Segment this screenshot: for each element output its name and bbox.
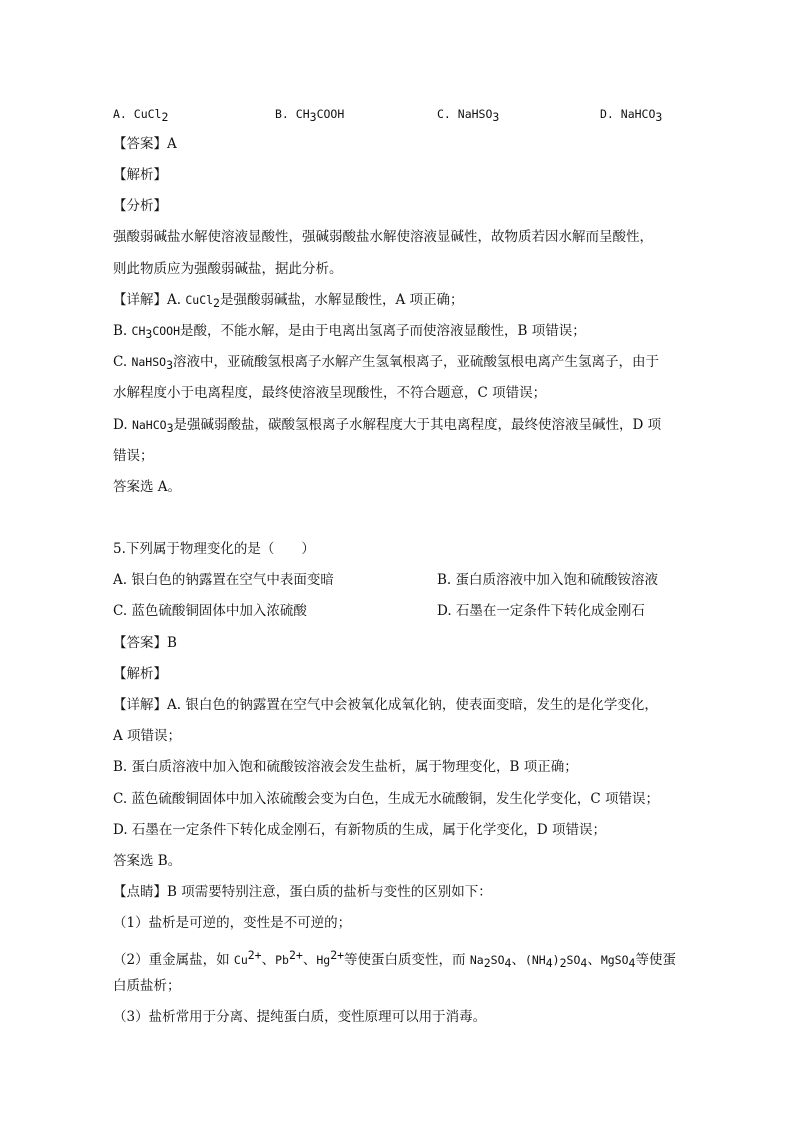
q5-detail-b: B. 蛋白质溶液中加入饱和硫酸铵溶液会发生盐析，属于物理变化，B 项正确； [113, 759, 578, 775]
q5-detail-c: C. 蓝色硫酸铜固体中加入浓硫酸会变为白色，生成无水硫酸铜，发生化学变化，C 项错误； [113, 791, 660, 807]
q5-detail-a-line2: A 项错误； [113, 728, 182, 744]
q5-conclusion: 答案选 B。 [113, 853, 182, 869]
q4-detail-c: C. NaHSO$_3$溶液中，亚硫酸氢根离子水解产生氢氧根离子，亚硫酸氢根电离产生氢离子，由于 [113, 354, 659, 372]
q4-detail-d-line2: 错误； [113, 448, 154, 464]
q5-option-a: A. 银白色的钠露置在空气中表面变暗 [113, 572, 334, 588]
q4-detail-a: 【详解】A. CuCl$_2$是强酸弱碱盐，水解显酸性，A 项正确； [113, 292, 464, 310]
q4-analysis-heading: 【解析】 [113, 167, 167, 183]
q5-analysis-heading: 【解析】 [113, 666, 167, 682]
q5-note-2-line2: 白质盐析； [113, 978, 181, 994]
q4-option-b: B. $CH_3COOH$ [275, 107, 345, 124]
q5-option-b: B. 蛋白质溶液中加入饱和硫酸铵溶液 [437, 572, 659, 588]
q4-detail-d: D. NaHCO$_3$是强碱弱酸盐，碳酸氢根离子水解程度大于其电离程度，最终使溶液呈碱性，D 项 [113, 417, 662, 435]
q5-option-c: C. 蓝色硫酸铜固体中加入浓硫酸 [113, 603, 307, 619]
q5-note-3: （3）盐析常用于分离、提纯蛋白质，变性原理可以用于消毒。 [113, 1009, 487, 1025]
q5-option-d: D. 石墨在一定条件下转化成金刚石 [437, 603, 645, 619]
q4-option-d: D. NaHCO$_3$ [600, 107, 663, 124]
q4-fenxi-line2: 则此物质应为强酸弱碱盐，据此分析。 [113, 261, 343, 277]
q4-fenxi-line1: 强酸弱碱盐水解使溶液显酸性，强碱弱酸盐水解使溶液显碱性，故物质若因水解而呈酸性， [113, 229, 653, 245]
q4-answer: 【答案】A [113, 136, 177, 152]
q4-detail-b: B. $CH_3COOH$是酸，不能水解，是由于电离出氢离子而使溶液显酸性，B 项错误； [113, 323, 586, 341]
q5-note-2: （2）重金属盐，如 $Cu^{2+}$、$Pb^{2+}$、$Hg^{2+}$等使蛋白质变性，而 $Na_2SO_4$、$(NH_4)_2SO_4$、MgSO$_4$等使蛋 [113, 948, 676, 970]
q4-detail-c-line2: 水解程度小于电离程度，最终使溶液呈现酸性，不符合题意，C 项错误； [113, 385, 547, 401]
q5-stem: 5.下列属于物理变化的是（ ） [113, 541, 315, 557]
q5-detail-a-line1: 【详解】A. 银白色的钠露置在空气中会被氧化成氧化钠，使表面变暗，发生的是化学变化， [113, 697, 658, 713]
q4-fenxi-heading: 【分析】 [113, 198, 167, 214]
q5-answer: 【答案】B [113, 635, 177, 651]
q5-detail-d: D. 石墨在一定条件下转化成金刚石，有新物质的生成，属于化学变化，D 项错误； [113, 822, 607, 838]
q5-note-line: 【点睛】B 项需要特别注意，蛋白质的盐析与变性的区别如下： [113, 884, 492, 900]
q5-note-1: （1）盐析是可逆的，变性是不可逆的； [113, 915, 352, 931]
q4-option-a: A. CuCl$_2$ [113, 107, 169, 124]
q4-option-c: C. NaHSO$_3$ [437, 107, 500, 124]
q4-conclusion: 答案选 A。 [113, 479, 182, 495]
